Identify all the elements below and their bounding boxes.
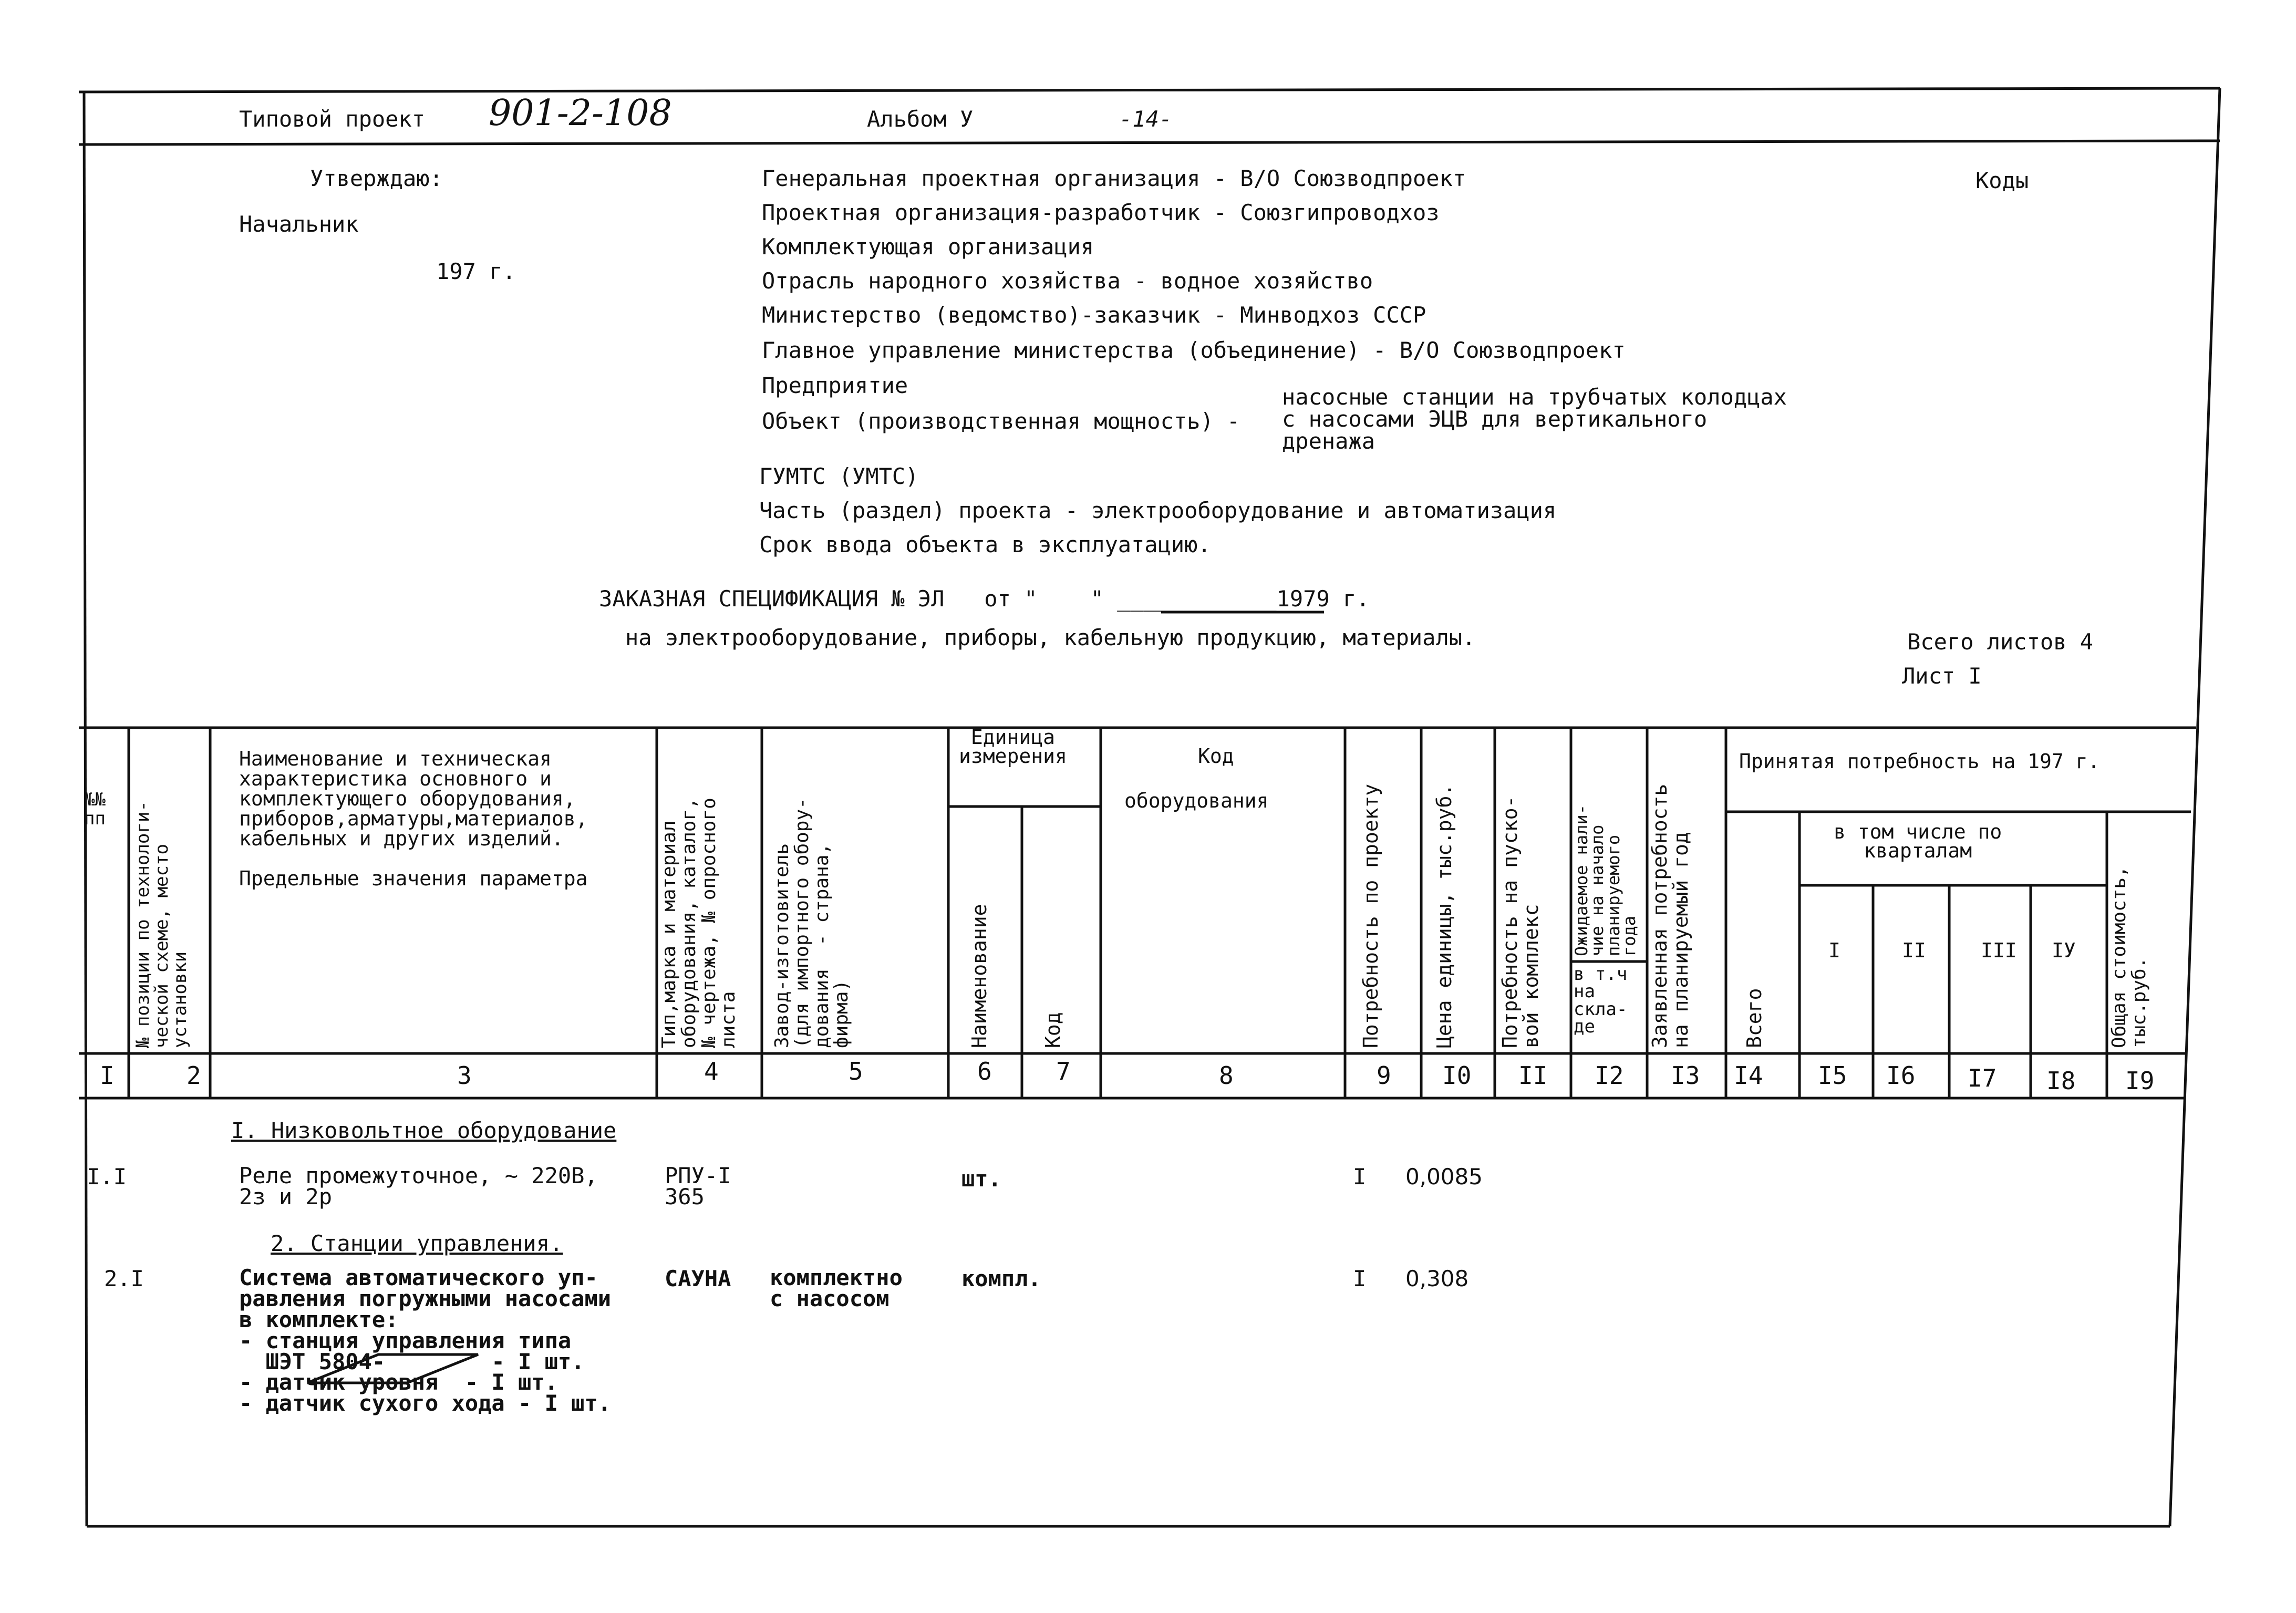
column-number: 2 <box>187 1061 201 1090</box>
project-part: Часть (раздел) проекта - электрооборудование и автоматизация <box>759 498 1557 523</box>
spec-subtitle: на электрооборудование, приборы, кабельную продукцию, материалы. <box>625 625 1476 650</box>
row-name: Реле промежуточное, ~ 220В, 2з и 2р <box>239 1163 598 1209</box>
row-maker: комплектно с насосом <box>770 1265 903 1311</box>
section-title: 2. Станции управления. <box>271 1231 563 1256</box>
header-q1: I <box>1828 939 1840 962</box>
section-title: I. Низковольтное оборудование <box>231 1118 617 1143</box>
row-type: РПУ-I 365 <box>665 1163 731 1209</box>
project-number: 901-2-108 <box>489 92 672 134</box>
header-col-4: Тип,марка и материал оборудования, каталог, № чертежа, № опросного листа <box>658 798 740 1048</box>
header-quarters: в том числе по кварталам <box>1834 820 2002 863</box>
header-col-6: Наименование <box>968 904 991 1048</box>
row-price: 0,308 <box>1405 1266 1469 1291</box>
sheets-total: Всего листов 4 <box>1907 629 2094 655</box>
column-number: II <box>1518 1061 1548 1090</box>
column-number: I3 <box>1671 1061 1700 1090</box>
info-line: Главное управление министерства (объединение) - В/О Союзводпроект <box>762 337 1626 363</box>
info-line: Министерство (ведомство)-заказчик - Минводхоз СССР <box>762 302 1426 328</box>
sheet-current: Лист I <box>1902 663 1982 689</box>
column-number: I2 <box>1595 1061 1624 1090</box>
info-line: Предприятие <box>762 373 908 398</box>
column-number: 7 <box>1056 1057 1071 1085</box>
header-q3: III <box>1981 939 2017 962</box>
column-number: I5 <box>1818 1061 1847 1090</box>
header-col-8a: Код <box>1198 745 1234 768</box>
info-line: Отрасль народного хозяйства - водное хозяйство <box>762 268 1373 294</box>
row-name: Система автоматического уп- равления погружными насосами в комплекте: - станция управления типа ШЭТ 5804- - I шт. - датчик уровня - I шт. - датчик сухого хода - I шт. <box>239 1265 612 1416</box>
column-number: 4 <box>704 1057 719 1085</box>
column-number: 5 <box>849 1057 863 1085</box>
commissioning-deadline: Срок ввода объекта в эксплуатацию. <box>759 532 1211 557</box>
header-col-9: Потребность по проекту <box>1359 783 1382 1048</box>
info-line: Генеральная проектная организация - В/О Союзводпроект <box>762 166 1466 191</box>
row-unit: компл. <box>961 1266 1041 1291</box>
header-col-10: Цена единицы, тыс.руб. <box>1433 783 1456 1048</box>
header-col-5: Завод-изготовитель (для импортного обору- дования - страна, фирма) <box>771 798 853 1048</box>
column-number: I9 <box>2125 1067 2155 1095</box>
column-number: 8 <box>1219 1061 1234 1090</box>
header-q2: II <box>1902 939 1926 962</box>
chief-label: Начальник <box>239 211 359 237</box>
row-type: САУНА <box>665 1266 731 1291</box>
column-number: I <box>100 1061 115 1090</box>
approval-year: 197 г. <box>436 259 516 284</box>
header-col-19: Общая стоимость, тыс.руб. <box>2108 866 2150 1048</box>
gumts-label: ГУМТС (УМТС) <box>759 463 919 489</box>
header-accepted: Принятая потребность на 197 г. <box>1739 750 2100 773</box>
project-label: Типовой проект <box>239 106 426 132</box>
column-number: 9 <box>1377 1061 1391 1090</box>
row-unit: шт. <box>961 1166 1001 1192</box>
header-col-13: Заявленная потребность на планируемый год <box>1648 783 1692 1048</box>
column-number: I7 <box>1968 1064 1997 1092</box>
header-col-2: № позиции по технологи- ческой схеме, место установки <box>132 801 191 1048</box>
object-label: Объект (производственная мощность) - <box>762 408 1240 434</box>
header-col-12b: в т.ч на скла- де <box>1574 964 1628 1037</box>
header-col-11: Потребность на пуско- вой комплекс <box>1498 795 1543 1048</box>
column-number: I6 <box>1886 1061 1916 1090</box>
column-number: I0 <box>1442 1061 1472 1090</box>
header-col-8b: оборудования <box>1124 789 1269 812</box>
row-qty: I <box>1353 1164 1367 1190</box>
spec-title: ЗАКАЗНАЯ СПЕЦИФИКАЦИЯ № ЭЛ от " " ____________1979 г. <box>599 586 1370 612</box>
column-number: I8 <box>2046 1067 2076 1095</box>
row-number: I.I <box>87 1164 127 1190</box>
header-col-14: Всего <box>1743 988 1766 1048</box>
header-col-12: Ожидаемое нали- чие на начало планируемого года <box>1571 804 1640 956</box>
header-col-7: Код <box>1041 1012 1064 1048</box>
page-number: -14- <box>1119 106 1173 132</box>
column-number: 3 <box>457 1061 472 1090</box>
info-line: Проектная организация-разработчик - Союзгипроводхоз <box>762 200 1440 225</box>
header-q4: IУ <box>2052 939 2076 962</box>
row-price: 0,0085 <box>1405 1164 1483 1190</box>
album-label: Альбом У <box>867 106 974 132</box>
header-col-1: №№ пп <box>84 789 106 829</box>
row-qty: I <box>1353 1266 1367 1291</box>
approve-label: Утверждаю: <box>310 166 443 191</box>
column-number: 6 <box>977 1057 992 1085</box>
column-number: I4 <box>1734 1061 1763 1090</box>
header-col-3: Наименование и техническая характеристика основного и комплектующего оборудования, приборов,арматуры,материалов, кабельных и других изделий. Предельные значения параметра <box>239 747 588 890</box>
codes-label: Коды <box>1976 168 2029 193</box>
info-line: Комплектующая организация <box>762 234 1094 260</box>
row-number: 2.I <box>104 1266 144 1291</box>
object-value: насосные станции на трубчатых колодцах с насосами ЭЦВ для вертикального дренажа <box>1282 384 1787 454</box>
header-units: Единица измерения <box>959 726 1067 768</box>
